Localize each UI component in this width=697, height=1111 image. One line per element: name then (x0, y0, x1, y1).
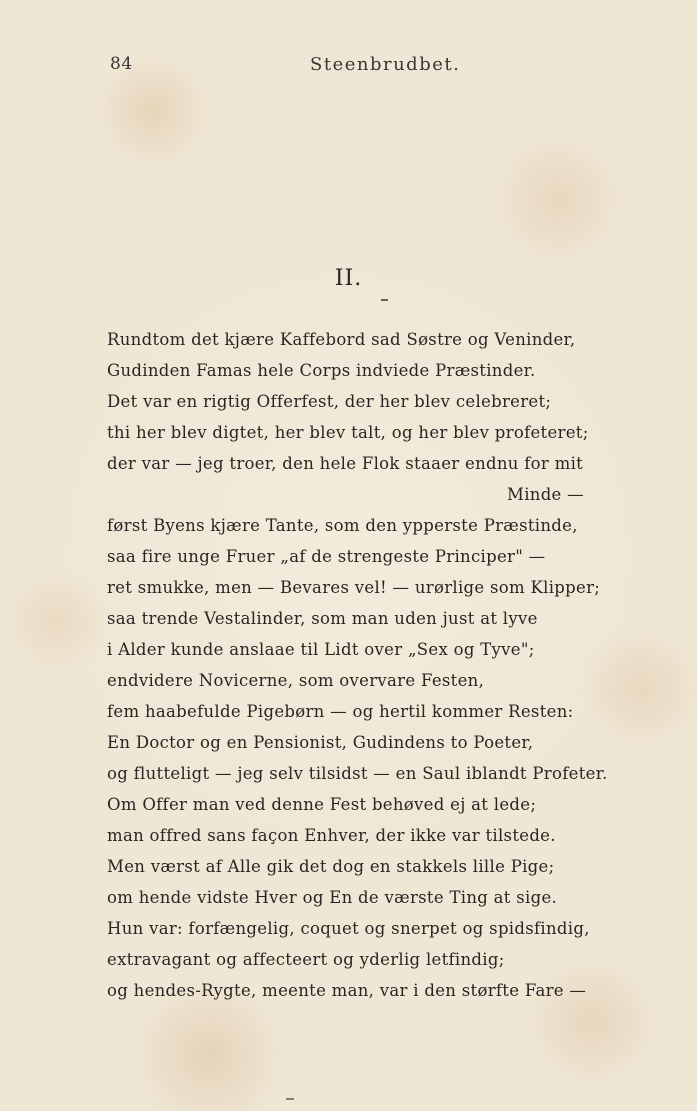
poem-line: der var — jeg troer, den hele Flok staaer endnu for mit (107, 454, 584, 473)
poem-line: Men værst af Alle gik det dog en stakkels lille Pige; (107, 857, 555, 876)
poem-line: ret smukke, men — Bevares vel! — urørlige som Klipper; (107, 578, 601, 597)
poem-line: Det var en rigtig Offerfest, der her blev celebreret; (107, 392, 552, 411)
running-title: Steenbrudbet. (310, 54, 461, 75)
poem-line: man offred sans façon Enhver, der ikke var tilstede. (107, 826, 556, 845)
poem-line: og hendes-Rygte, meente man, var i den størfte Fare — (107, 981, 587, 1000)
poem-line: saa fire unge Fruer „af de strengeste Principer" — (107, 547, 546, 566)
poem-line: fem haabefulde Pigebørn — og hertil kommer Resten: (107, 702, 574, 721)
poem-line: saa trende Vestalinder, som man uden just at lyve (107, 609, 538, 628)
section-heading: II. (334, 266, 363, 291)
poem-line: Rundtom det kjære Kaffebord sad Søstre og Veninder, (107, 330, 576, 349)
poem-line: først Byens kjære Tante, som den ypperste Præstinde, (107, 516, 578, 535)
poem-line-continuation: Minde — (507, 485, 584, 504)
poem-line: Hun var: forfængelig, coquet og snerpet og spidsfindig, (107, 919, 590, 938)
poem-line: Gudinden Famas hele Corps indviede Præstinder. (107, 361, 536, 380)
poem-text (107, 324, 647, 1006)
poem-line: om hende vidste Hver og En de værste Ting at sige. (107, 888, 558, 907)
poem-line: og flutteligt — jeg selv tilsidst — en Saul iblandt Profeter. (107, 764, 608, 783)
poem-line: extravagant og affecteert og yderlig letfindig; (107, 950, 505, 969)
page-header (110, 54, 630, 82)
poem-line: endvidere Novicerne, som overvare Festen, (107, 671, 485, 690)
ornament-dash (381, 299, 388, 301)
poem-line: Om Offer man ved denne Fest behøved ej at lede; (107, 795, 537, 814)
poem-line: En Doctor og en Pensionist, Gudindens to Poeter, (107, 733, 534, 752)
page-bottom-mark (286, 1098, 294, 1100)
page-number: 84 (110, 54, 133, 74)
poem-line: thi her blev digtet, her blev talt, og her blev profeteret; (107, 423, 589, 442)
poem-line: i Alder kunde anslaae til Lidt over „Sex og Tyve"; (107, 640, 535, 659)
